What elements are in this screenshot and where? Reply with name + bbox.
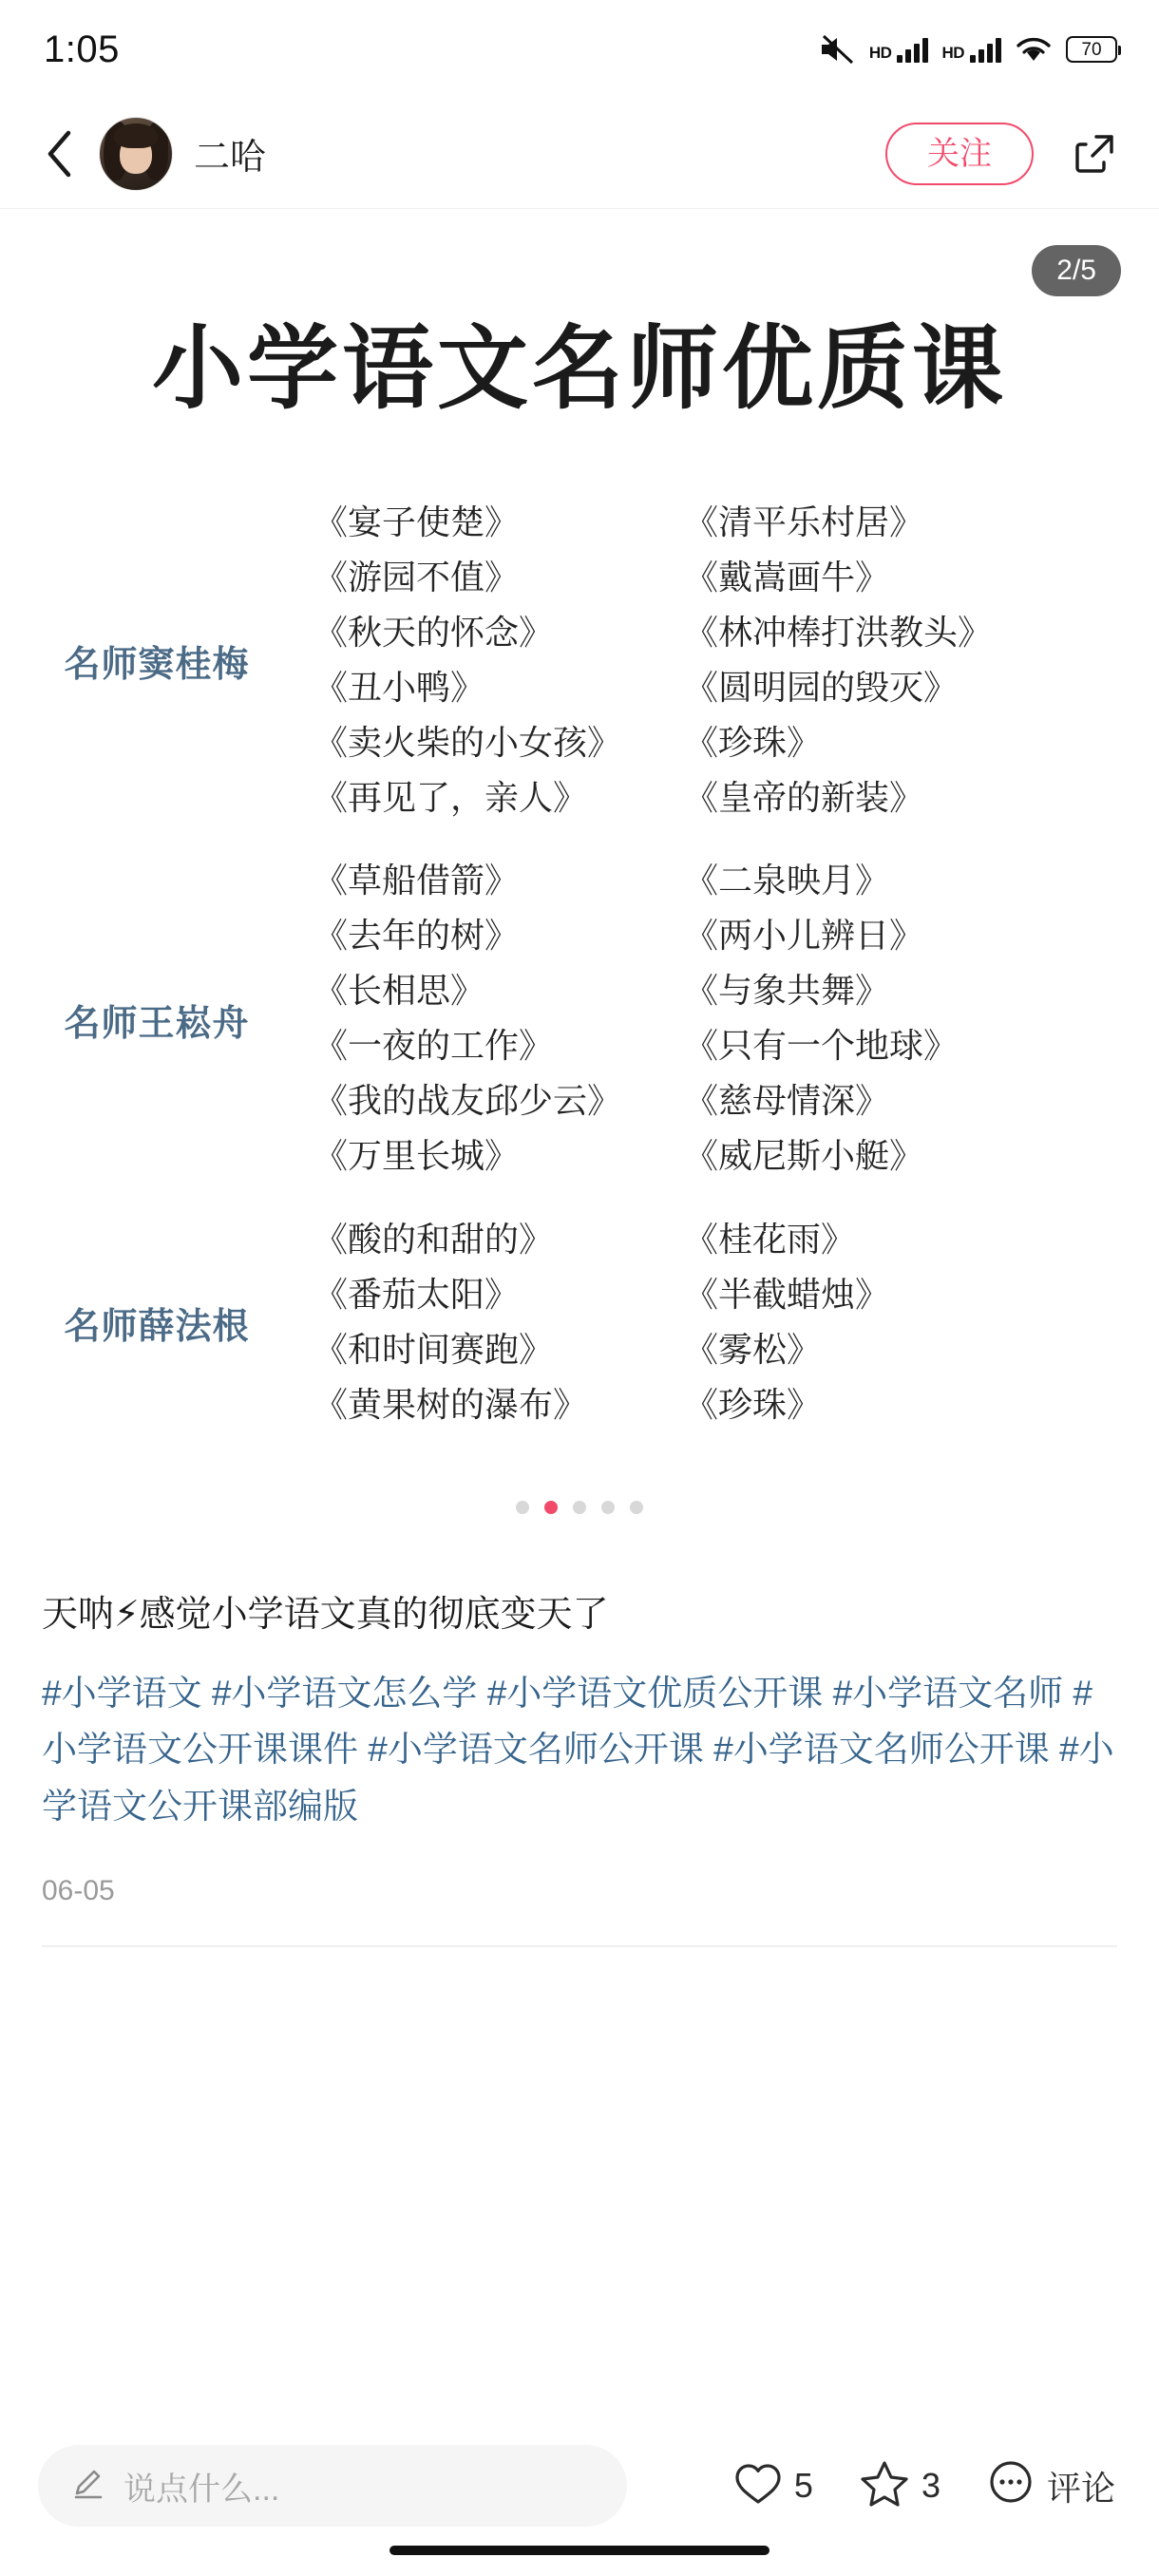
work-title: 《草船借箭》 — [314, 862, 520, 901]
work-title: 《丑小鸭》 — [314, 668, 485, 708]
work-title: 《桂花雨》 — [684, 1220, 856, 1260]
work-title: 《两小儿辨日》 — [684, 917, 924, 957]
hd-signal-icon-2 — [941, 36, 1001, 63]
hd-signal-icon — [869, 36, 929, 63]
carousel-dot-active[interactable] — [544, 1501, 558, 1514]
poster-group — [0, 1203, 1159, 1451]
work-title: 《和时间赛跑》 — [314, 1330, 554, 1370]
app-header — [0, 99, 1159, 209]
work-title: 《宴子使楚》 — [314, 503, 520, 542]
like-action[interactable] — [733, 2461, 813, 2511]
work-title: 《林冲棒打洪教头》 — [684, 613, 993, 653]
work-title: 《黄果树的瀑布》 — [314, 1385, 588, 1425]
mute-icon — [818, 33, 856, 66]
poster-group-list — [0, 464, 1159, 1461]
bottom-action-bar — [0, 2396, 1159, 2576]
work-title: 《万里长城》 — [314, 1136, 520, 1176]
work-title: 《去年的树》 — [314, 917, 520, 957]
work-title: 《卖火柴的小女孩》 — [314, 723, 622, 763]
avatar[interactable] — [99, 117, 173, 191]
poster-group — [0, 485, 1159, 843]
work-title: 《一夜的工作》 — [314, 1027, 554, 1067]
page-indicator-badge: 2/5 — [1032, 245, 1121, 296]
group-columns — [314, 1220, 1159, 1427]
battery-icon — [1066, 36, 1117, 63]
work-title: 《半截蜡烛》 — [684, 1275, 890, 1315]
status-time: 1:05 — [44, 28, 120, 70]
work-title: 《戴嵩画牛》 — [684, 558, 890, 597]
work-title: 《秋天的怀念》 — [314, 613, 554, 653]
work-title: 《游园不值》 — [314, 558, 520, 597]
action-group — [627, 2459, 1121, 2513]
author-nickname[interactable]: 二哈 — [194, 138, 267, 178]
work-title: 《皇帝的新装》 — [684, 778, 924, 818]
group-columns — [314, 861, 1159, 1177]
work-title: 《圆明园的毁灭》 — [684, 668, 959, 708]
work-title: 《珍珠》 — [684, 1385, 822, 1425]
share-icon[interactable] — [1068, 127, 1121, 180]
work-title: 《我的战友邱少云》 — [314, 1082, 622, 1122]
group-column-left — [314, 861, 684, 1177]
wifi-icon — [1015, 35, 1053, 64]
post-hashtags[interactable]: #小学语文 #小学语文怎么学 #小学语文优质公开课 #小学语文名师 #小学语文公开课课件 #小学语文名师公开课 #小学语文名师公开课 #小学语文公开课部编版 — [42, 1673, 1114, 1827]
group-name: 名师窦桂梅 — [64, 642, 250, 686]
star-icon[interactable] — [859, 2459, 910, 2513]
favorite-action[interactable] — [859, 2459, 940, 2513]
carousel-dot[interactable] — [516, 1501, 529, 1514]
comment-action[interactable] — [986, 2460, 1115, 2512]
work-title: 《慈母情深》 — [684, 1082, 890, 1122]
group-column-left — [314, 1220, 684, 1427]
comment-placeholder: 说点什么... — [124, 2471, 280, 2508]
poster-group — [0, 843, 1159, 1202]
work-title: 《二泉映月》 — [684, 862, 890, 901]
battery-level: 70 — [1081, 39, 1102, 60]
comment-bubble-icon[interactable] — [986, 2460, 1036, 2512]
work-title: 《再见了，亲人》 — [314, 778, 588, 818]
hd-label-2: HD — [941, 44, 964, 62]
work-title: 《威尼斯小艇》 — [684, 1136, 924, 1176]
heart-icon[interactable] — [733, 2461, 783, 2511]
status-bar — [0, 0, 1159, 99]
group-name: 名师薛法根 — [64, 1304, 250, 1348]
like-count: 5 — [793, 2466, 813, 2505]
hd-label: HD — [868, 44, 892, 62]
post-date: 06-05 — [42, 1875, 115, 1907]
status-icon-group — [818, 33, 1117, 66]
carousel-dot[interactable] — [573, 1501, 586, 1514]
post-image-card[interactable] — [0, 209, 1159, 1567]
comment-label: 评论 — [1046, 2468, 1115, 2508]
home-indicator — [390, 2546, 770, 2555]
work-title: 《雾松》 — [684, 1330, 822, 1370]
work-title: 《长相思》 — [314, 972, 485, 1012]
follow-button[interactable]: 关注 — [885, 123, 1034, 185]
group-name: 名师王崧舟 — [64, 1000, 250, 1044]
work-title: 《只有一个地球》 — [684, 1027, 959, 1067]
chevron-left-icon[interactable] — [34, 128, 86, 180]
group-column-right — [684, 502, 1083, 819]
group-column-left — [314, 502, 684, 819]
carousel-dot[interactable] — [630, 1501, 643, 1514]
carousel-dot[interactable] — [601, 1501, 615, 1514]
poster-title: 小学语文名师优质课 — [152, 314, 1007, 422]
group-columns — [314, 502, 1159, 819]
work-title: 《酸的和甜的》 — [314, 1220, 554, 1260]
work-title: 《与象共舞》 — [684, 972, 890, 1012]
work-title: 《珍珠》 — [684, 723, 822, 763]
group-column-right — [684, 1220, 1083, 1427]
carousel-dots[interactable] — [0, 1501, 1159, 1514]
favorite-count: 3 — [921, 2466, 940, 2505]
group-column-right — [684, 861, 1083, 1177]
section-divider — [42, 1945, 1117, 1947]
post-caption-section — [0, 1567, 1159, 1946]
comment-input[interactable] — [38, 2445, 627, 2527]
post-caption: 天呐⚡感觉小学语文真的彻底变天了 — [42, 1594, 609, 1635]
pencil-icon — [70, 2466, 106, 2507]
work-title: 《清平乐村居》 — [684, 503, 924, 542]
work-title: 《番茄太阳》 — [314, 1275, 520, 1315]
